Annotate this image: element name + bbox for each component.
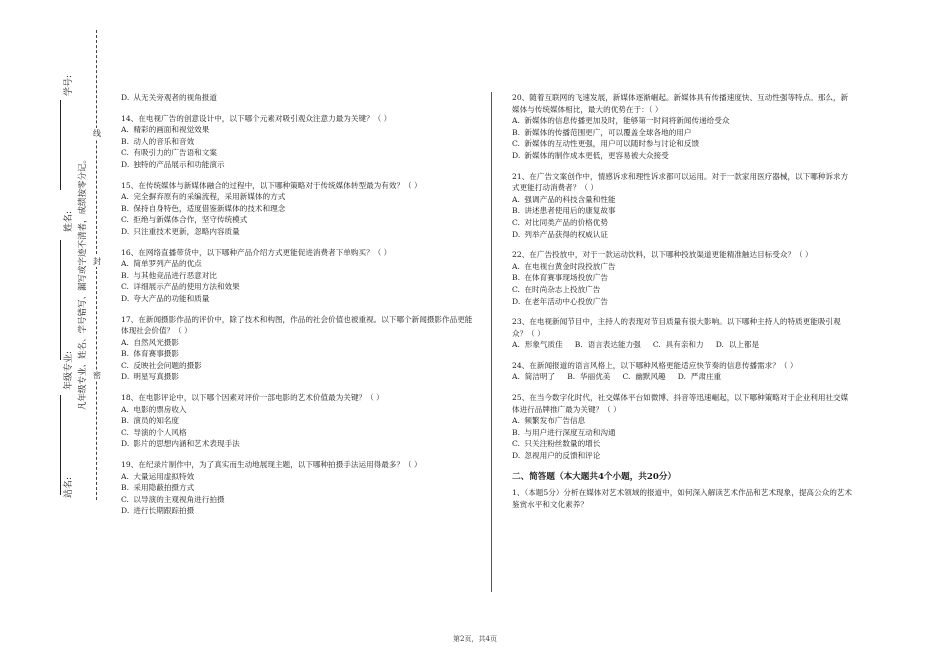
option-c: C. 新媒体的互动性更强，用户可以随时参与讨论和反馈 — [512, 139, 700, 149]
question-stem: 14、在电视广告的创意设计中，以下哪个元素对吸引观众注意力最为关键？（ ） — [121, 113, 392, 123]
option-a: A. 简洁明了 — [512, 372, 556, 382]
right-column — [512, 92, 852, 510]
option-a: A. 精彩的画面和视觉效果 — [121, 125, 210, 135]
student-id-label: 学号: — [64, 74, 74, 96]
option-d: D. 从无关旁观者的视角报道 — [121, 93, 217, 102]
option-b: B. 演员的知名度 — [121, 416, 179, 426]
question-stem: 18、在电影评论中，以下哪个因素对评价一部电影的艺术价值最为关键？（ ） — [121, 393, 384, 403]
option-c: C. 只关注粉丝数量的增长 — [512, 439, 601, 449]
question-13-tail — [121, 92, 473, 104]
seal-char-mi: 密 — [93, 371, 101, 380]
seal-char-feng: 封 — [93, 257, 101, 266]
question-stem: 15、在传统媒体与新媒体融合的过程中，以下哪种策略对于传统媒体转型最为有效？（ ） — [121, 180, 422, 190]
column-divider — [491, 92, 492, 592]
question-stem: 25、在当今数字化时代，社交媒体平台如微博、抖音等迅速崛起，以下哪种策略对于企业利用社交媒体进行品牌推广最为关键？（ ） — [512, 393, 849, 414]
option-d: D. 忽视用户的反馈和评论 — [512, 451, 601, 461]
question-17 — [121, 314, 473, 384]
school-label: 站名: — [64, 476, 74, 498]
option-d: D. 进行长期跟踪拍摄 — [121, 506, 195, 516]
binding-solid-line-upper — [60, 100, 61, 190]
option-c: C. 具有亲和力 — [652, 340, 704, 350]
option-a: A. 在电视台黄金时段投放广告 — [512, 261, 616, 271]
inline-options — [512, 371, 852, 383]
question-stem: 20、随着互联网的飞速发展，新媒体逐渐崛起。新媒体具有传播速度快、互动性强等特点。那么，新媒体与传统媒体相比，最大的优势在于：（ ） — [512, 93, 849, 114]
option-d: D. 新媒体的制作成本更低，更容易被大众接受 — [512, 150, 669, 160]
question-19 — [121, 459, 473, 517]
option-a: A. 自然风光摄影 — [121, 337, 179, 347]
question-stem: 23、在电视新闻节目中，主持人的表现对节目质量有很大影响。以下哪种主持人的特质更能吸引观众？（ ） — [512, 317, 841, 338]
question-18 — [121, 392, 473, 450]
inline-options — [512, 339, 852, 351]
question-stem: 19、在纪录片制作中，为了真实而生动地展现主题，以下哪种拍摄手法运用得最多？（ ） — [121, 460, 422, 470]
option-a: A. 形象气质佳 — [512, 340, 563, 350]
question-14 — [121, 113, 473, 171]
grade-major-label: 年级专业: — [64, 350, 74, 390]
option-d: D. 列举产品获得的权威认证 — [512, 229, 608, 239]
option-d: D. 严肃庄重 — [677, 372, 722, 382]
page-footer: 第2页，共4页 — [453, 635, 497, 643]
question-22 — [512, 249, 852, 307]
option-c: C. 有吸引力的广告语和文案 — [121, 148, 217, 158]
option-d: D. 明星写真摄影 — [121, 372, 179, 382]
name-label: 姓名: — [64, 210, 74, 232]
question-24 — [512, 360, 852, 383]
question-16 — [121, 247, 473, 305]
option-d: D. 以上都是 — [715, 340, 760, 350]
option-b: B. 在体育赛事现场投放广告 — [512, 273, 608, 283]
option-c: C. 以导演的主观视角进行拍摄 — [121, 494, 225, 504]
option-d: D. 夸大产品的功能和质量 — [121, 293, 210, 303]
option-c: C. 幽默风趣 — [622, 372, 666, 382]
option-b: B. 华丽优美 — [567, 372, 611, 382]
left-column — [121, 92, 473, 526]
option-a: A. 完全摒弃原有的采编流程，采用新媒体的方式 — [121, 192, 286, 202]
option-a: A. 新媒体的信息传播更加及时，能够第一时间将新闻传递给受众 — [512, 116, 730, 126]
option-b: B. 与其他竞品进行恶意对比 — [121, 270, 217, 280]
question-stem: 16、在网络直播带货中，以下哪种产品介绍方式更能促进消费者下单购买？（ ） — [121, 247, 392, 257]
option-b: B. 保持自身特色，适度借鉴新媒体的技术和理念 — [121, 203, 286, 213]
option-a: A. 频繁发布广告信息 — [512, 416, 586, 426]
option-c: C. 导演的个人风格 — [121, 427, 187, 437]
option-c: C. 详细展示产品的使用方法和效果 — [121, 282, 240, 292]
option-a: A. 大量运用虚拟特效 — [121, 471, 195, 481]
binding-strip — [0, 0, 112, 672]
option-b: B. 新媒体的传播范围更广，可以覆盖全球各地的用户 — [512, 127, 692, 137]
seal-char-xian: 线 — [93, 129, 101, 138]
question-stem: 21、在广告文案创作中，情感诉求和理性诉求都可以运用。对于一款家用医疗器械，以下哪种诉求方式更能打动消费者？（ ） — [512, 171, 849, 193]
option-b: B. 采用隐蔽拍摄方式 — [121, 483, 195, 493]
option-b: B. 讲述患者使用后的康复故事 — [512, 206, 616, 216]
question-20 — [512, 92, 852, 162]
question-23 — [512, 316, 852, 351]
binding-solid-line-lower — [60, 395, 61, 495]
option-a: A. 简单罗列产品的优点 — [121, 259, 202, 269]
option-d: D. 影片的思想内涵和艺术表现手法 — [121, 439, 240, 449]
short-answer-question-1: 1、（本题5分）分析在媒体对艺术领域的报道中，如何深入解读艺术作品和艺术现象，提高公众的艺术鉴赏水平和文化素养？ — [512, 488, 852, 509]
option-c: C. 反映社会问题的摄影 — [121, 360, 202, 370]
binding-solid-line-middle — [60, 240, 61, 360]
option-b: B. 体育赛事摄影 — [121, 349, 179, 359]
question-25 — [512, 392, 852, 462]
question-stem: 17、在新闻摄影作品的评价中，除了技术和构图，作品的社会价值也被重视。以下哪个新闻摄影作品更能体现社会价值？（ ） — [121, 314, 473, 336]
question-21 — [512, 171, 852, 241]
binding-notice: 凡年级专业、姓名、学号错写、漏写或字迹不清者，成绩按零分记。 — [78, 154, 88, 410]
option-b: B. 与用户进行深度互动和沟通 — [512, 427, 616, 437]
option-a: A. 电影的票房收入 — [121, 404, 187, 414]
option-b: B. 语言表达能力强 — [574, 340, 641, 350]
section-two-title: 二、简答题（本大题共4个小题，共20分） — [512, 471, 677, 482]
option-d: D. 在老年活动中心投放广告 — [512, 296, 608, 306]
option-b: B. 动人的音乐和音效 — [121, 136, 195, 146]
option-d: D. 只注重技术更新，忽略内容质量 — [121, 226, 240, 236]
question-stem: 24、在新闻报道的语言风格上，以下哪种风格更能适应快节奏的信息传播需求？（ ） — [512, 360, 798, 370]
option-d: D. 独特的产品展示和功能演示 — [121, 159, 225, 169]
question-15 — [121, 180, 473, 238]
option-a: A. 强调产品的科技含量和性能 — [512, 194, 616, 204]
option-c: C. 对比同类产品的价格优势 — [512, 217, 608, 227]
question-stem: 22、在广告投放中，对于一款运动饮料，以下哪种投放渠道更能精准触达目标受众？（ ） — [512, 250, 813, 260]
option-c: C. 在时尚杂志上投放广告 — [512, 284, 601, 294]
option-c: C. 拒绝与新媒体合作，坚守传统模式 — [121, 215, 248, 225]
